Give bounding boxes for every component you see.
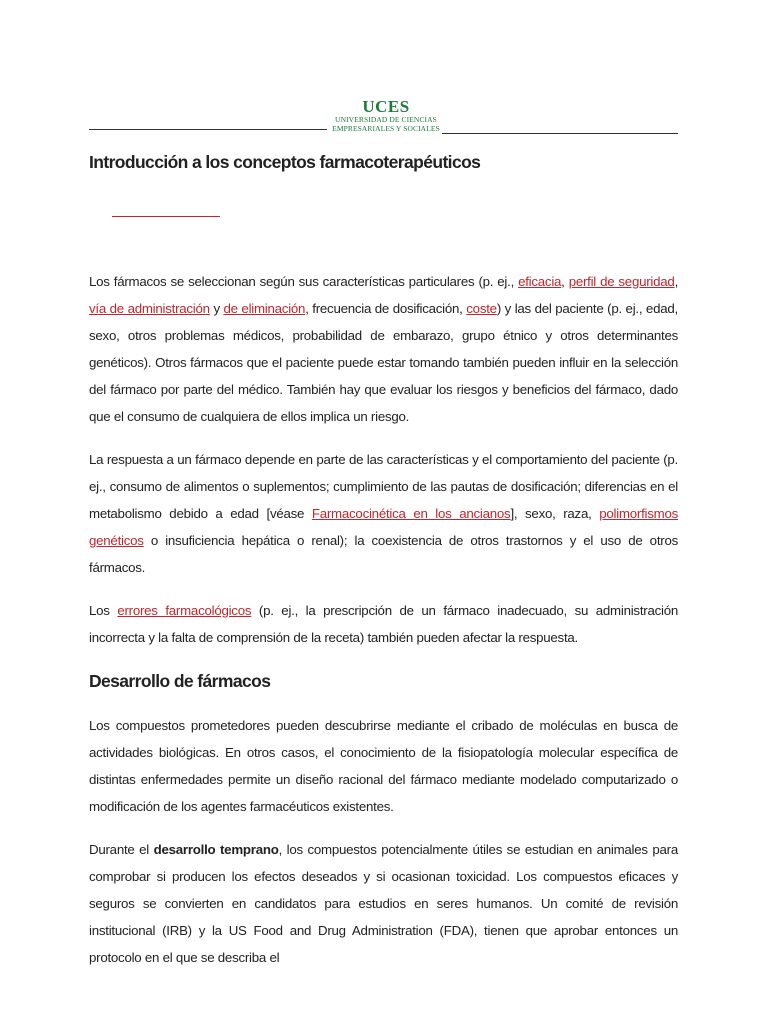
logo-subtitle-2: EMPRESARIALES Y SOCIALES (332, 123, 440, 133)
header-rule-left (89, 129, 327, 130)
text-span: La respuesta a un fármaco depende en parte de las características y el comportamiento del paciente (p. ej., consumo de alimentos o suplementos; cumplimiento de las pautas de dosificación; diferencias en el metabolismo debido a edad [véase (89, 452, 678, 521)
text-span: o insuficiencia hepática o renal); la coexistencia de otros trastornos y el uso de otros fármacos. (89, 533, 678, 575)
red-underline-rule (112, 216, 220, 217)
document-body (89, 268, 678, 987)
text-span: (p. ej., la prescripción de un fármaco inadecuado, su administración incorrecta y la falta de comprensión de la receta) también pueden afectar la respuesta. (89, 603, 678, 645)
paragraph-drug-response (89, 446, 678, 581)
text-span: , (674, 274, 679, 289)
link-polimorfismos-geneticos[interactable]: polimorfismos genéticos (89, 506, 678, 548)
paragraph-early-development (89, 836, 678, 971)
paragraph-drug-selection (89, 268, 678, 430)
header-rule-right (442, 133, 678, 134)
text-span: Durante el (89, 842, 154, 857)
link-eficacia[interactable]: eficacia (518, 274, 562, 289)
logo-subtitle-1: UNIVERSIDAD DE CIENCIAS (335, 115, 437, 124)
text-span: , (561, 274, 569, 289)
link-eliminacion[interactable]: de eliminación (223, 301, 306, 316)
paragraph-medication-errors (89, 597, 678, 651)
link-perfil-seguridad[interactable]: perfil de seguridad (568, 274, 675, 289)
link-coste[interactable]: coste (466, 301, 497, 316)
text-span: y (209, 301, 224, 316)
text-span: ) y las del paciente (p. ej., edad, sexo, otros problemas médicos, probabilidad de embarazo, grupo étnico y otros determinantes genéticos). Otros fármacos que el paciente puede estar tomando también pueden influir en la selección del fármaco por parte del médico. También hay que evaluar los riesgos y beneficios del fármaco, dado que el consumo de cualquiera de ellos implica un riesgo. (89, 301, 678, 424)
text-span: , los compuestos potencialmente útiles se estudian en animales para comprobar si producen los efectos deseados y si ocasionan toxicidad. Los compuestos eficaces y seguros se convierten en candidatos para estudios en seres humanos. Un comité de revisión institucional (IRB) y la US Food and Drug Administration (FDA), tienen que aprobar entonces un protocolo en el que se describa el (89, 842, 679, 965)
text-span: Los (89, 603, 118, 618)
link-errores-farmacologicos[interactable]: errores farmacológicos (117, 603, 252, 618)
logo-mark: UCES (362, 97, 410, 116)
text-span: , frecuencia de dosificación, (305, 301, 467, 316)
page-header (0, 0, 768, 140)
text-span: ], sexo, raza, (510, 506, 600, 521)
page-title: Introducción a los conceptos farmacoterapéuticos (89, 152, 481, 172)
text-span: Los fármacos se seleccionan según sus características particulares (p. ej., (89, 274, 519, 289)
uces-logo (330, 98, 442, 133)
link-via-administracion[interactable]: vía de administración (89, 301, 210, 316)
paragraph-compound-discovery: Los compuestos prometedores pueden descubrirse mediante el cribado de moléculas en busca de actividades biológicas. En otros casos, el conocimiento de la fisiopatología molecular específica de distintas enfermedades permite un diseño racional del fármaco mediante modelado computarizado o modificación de los agentes farmacéuticos existentes. (89, 718, 678, 814)
section-title-drug-development: Desarrollo de fármacos (89, 671, 271, 691)
bold-term: desarrollo temprano (153, 842, 279, 857)
link-farmacocinetica-ancianos[interactable]: Farmacocinética en los ancianos (311, 506, 511, 521)
